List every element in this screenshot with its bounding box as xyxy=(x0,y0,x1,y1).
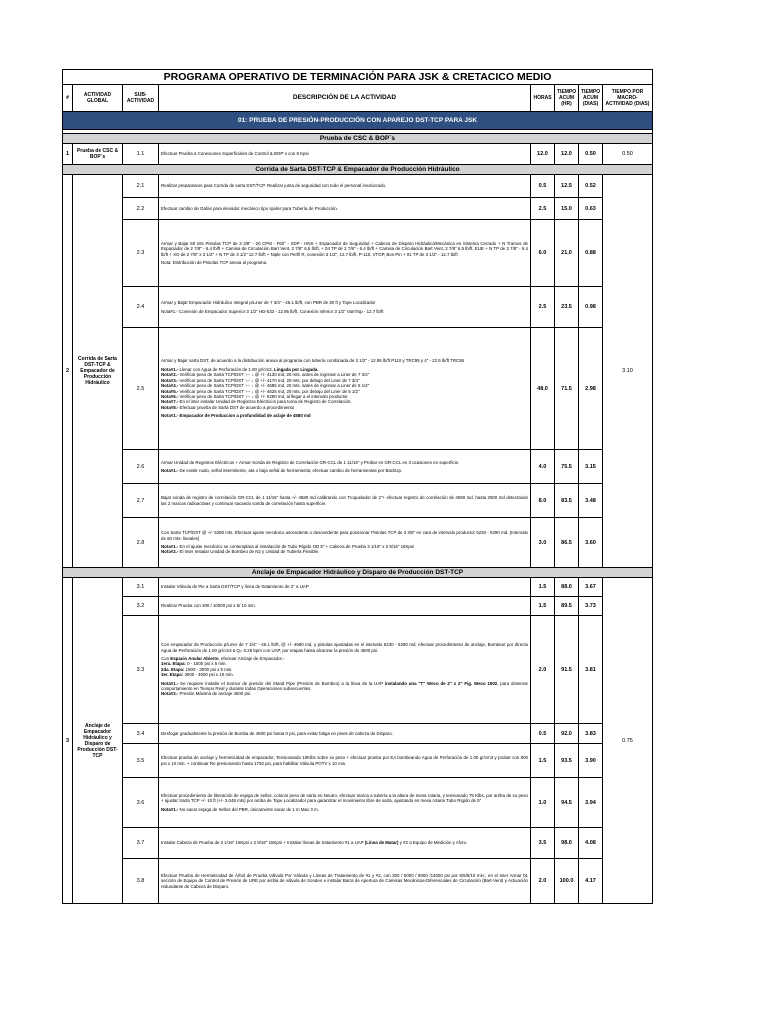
activity-subheader: Anclaje de Empacador Hidráulico y Disparo de Producción DST-TCP xyxy=(63,568,653,578)
description-text: Nota: Distribución de Pistolas TCP anexa al programa. xyxy=(161,259,268,265)
hours-value: 0.5 xyxy=(531,724,555,744)
macro-activity-time: 0.50 xyxy=(603,144,653,165)
note-label: 1era. Etapa: xyxy=(161,661,186,667)
activity-number: 2 xyxy=(63,175,73,568)
acum-hr-value: 93.5 xyxy=(555,744,579,778)
subactivity-id: 3.8 xyxy=(123,859,159,904)
activity-row xyxy=(63,198,653,220)
description-paragraph xyxy=(161,840,528,845)
note-label: Nota#2.- xyxy=(161,549,179,555)
hours-value: 1.0 xyxy=(531,778,555,828)
note-text: Verificar peso de Sarta TCP/DST ↑-- ↓ @ +/- 4625 md, 20 mts. por debajo del Liner de 5 1/2" xyxy=(178,388,360,394)
subactivity-id: 3.1 xyxy=(123,578,159,597)
description-paragraph xyxy=(161,260,528,265)
acum-hr-value: 21.0 xyxy=(555,220,579,287)
hours-value: 1.5 xyxy=(531,578,555,597)
header-activity: ACTIVIDAD GLOBAL xyxy=(73,85,123,112)
note-label: Nota#1.- xyxy=(161,366,179,372)
description-text: Armar Unidad de Registros Eléctricos + Armar Sonda de Registro de Correlación GR-CCL de 1 11/16" y Probar en GR-CCL en 3 ocasiones en superficie. xyxy=(161,459,460,465)
description-text: Efectuar prueba de anclaje y hermeticidad de empacador, Tensionando 10Klbs sobre su peso + efectuar prueba por EA bombeando Agua de Perforación de 1.00 gr/cm3 y probar con 800 psi x 10 min. + continuar Re presionando hasta 1750 psi, para habilitar Válvula POTV x 10 min. xyxy=(161,755,528,766)
acum-days-value: 3.15 xyxy=(579,450,603,484)
header-number: # xyxy=(63,85,73,112)
activity-description xyxy=(159,778,531,828)
note-label: Nota#4.- xyxy=(161,383,179,389)
description-text: Instalar Válvula de Pie a Sarta DST/TCP y línea de tratamiento de 2" a UAP xyxy=(161,584,309,590)
description-line xyxy=(161,807,528,812)
description-line xyxy=(161,691,528,696)
activity-description xyxy=(159,578,531,597)
description-paragraph xyxy=(161,468,528,473)
description-text: Efectuar cambio de Gafas para elevador mecánico tipo spider para Tubería de Producción. xyxy=(161,205,338,211)
note-label: 3er. Etapa: xyxy=(161,672,184,678)
description-text: Con empacador de Producción p/Liner de 7 3/4" - 46.1 lb/ft, @ +/- 4580 md, y pistolas ajustadas en el intervalo 5230 - 5290 md, efectuar procedimiento de anclaje, Bombear por directa Agua de Perforación de 1.00 gr/cm3 a Q= 0.25 bpm con UAP, por etapas hasta alcanzar la presión de 4500 psi. xyxy=(161,642,528,653)
note-text: Verificar peso de Sarta TCP/DST ↑-- ↓ @ +/- 4585 md, 20 mts. antes de ingresar a Liner de 5 1/2" xyxy=(178,383,370,389)
activity-description xyxy=(159,287,531,328)
acum-hr-value: 86.5 xyxy=(555,518,579,568)
note-label: Nota#2.- xyxy=(161,691,179,697)
hours-value: 2.0 xyxy=(531,616,555,724)
hours-value: 2.5 xyxy=(531,287,555,328)
activity-description xyxy=(159,484,531,518)
hours-value: 2.5 xyxy=(531,198,555,220)
header-time-acum-hr: TIEMPO ACUM (HR) xyxy=(555,85,579,112)
note-label: Nota#7.- xyxy=(161,399,179,405)
note-text: 1500 - 3000 psi x 5 min. xyxy=(184,666,233,672)
activity-row xyxy=(63,859,653,904)
activity-description xyxy=(159,518,531,568)
description-text: Realizar Prueba con 300 / 10000 psi x 5/ 10 min. xyxy=(161,603,256,609)
note-label: Nota#3.- xyxy=(161,377,179,383)
activity-row xyxy=(63,828,653,859)
acum-hr-value: 15.0 xyxy=(555,198,579,220)
activity-description xyxy=(159,859,531,904)
acum-days-value: 3.73 xyxy=(579,597,603,616)
activity-row xyxy=(63,484,653,518)
subactivity-id: 3.6 xyxy=(123,778,159,828)
acum-hr-value: 71.5 xyxy=(555,328,579,450)
description-paragraph xyxy=(161,413,528,418)
subactivity-id: 2.5 xyxy=(123,328,159,450)
description-text: Bajar sonda de registro de correlación GR-CCL de 1 11/16" hasta +/- 4580 md calibrando con Troquelador de 2"+ efectuar registro de correlación de 4590 md, hasta 2500 md detectando las 2 marcas radioactivas y continuar sacando sonda de correlación hasta superficie. xyxy=(161,495,528,506)
activity-row xyxy=(63,328,653,450)
description-line xyxy=(161,549,528,554)
acum-days-value: 3.60 xyxy=(579,518,603,568)
description-paragraph xyxy=(161,544,528,555)
hours-value: 4.0 xyxy=(531,450,555,484)
note-label: Nota#5.- xyxy=(161,388,179,394)
acum-hr-value: 83.5 xyxy=(555,484,579,518)
macro-activity-time: 0.75 xyxy=(603,578,653,904)
acum-hr-value: 94.5 xyxy=(555,778,579,828)
description-paragraph xyxy=(161,151,528,156)
activity-number: 1 xyxy=(63,144,73,165)
acum-hr-value: 23.5 xyxy=(555,287,579,328)
description-paragraph xyxy=(161,807,528,812)
acum-days-value: 3.48 xyxy=(579,484,603,518)
note-text: No sacar espiga de Sellos del PBR, únicamente sacar de 1 m Max 3 m. xyxy=(178,806,319,812)
activity-row xyxy=(63,597,653,616)
description-paragraph xyxy=(161,873,528,889)
subactivity-id: 3.3 xyxy=(123,616,159,724)
note-text: Verificar peso de Sarta TCP/DST ↑-- ↓ @ +/- 5290 md, al llegar a el intervalo productor. xyxy=(178,393,349,399)
description-line xyxy=(161,405,528,410)
note-emphasis: Lingada por Lingada. xyxy=(274,366,319,372)
note-text: Verificar peso de Sarta TCP/DST ↑-- ↓ @ +/- 4130 md, 20 mts. antes de ingresar a Liner de 7 3/4" xyxy=(178,372,370,378)
note-text: De existir ruido, señal intermitente, ata o baja señal de herramienta; efectuar cambio de herramientas por BackUp. xyxy=(178,468,403,473)
header-description: DESCRIPCIÓN DE LA ACTIVIDAD xyxy=(159,85,531,112)
description-paragraph xyxy=(161,183,528,188)
activity-description xyxy=(159,828,531,859)
activity-global-name: Prueba de CSC & BOP´s xyxy=(73,144,123,165)
description-line xyxy=(161,840,528,845)
subactivity-id: 2.4 xyxy=(123,287,159,328)
acum-days-value: 2.98 xyxy=(579,328,603,450)
activity-description xyxy=(159,724,531,744)
note-text: Se requiere instalar el Sensor de presión del Stand Pipe (Presión de Bombeo) a la línea de la UAP xyxy=(178,680,385,686)
note-emphasis: Espacio Anular Abierto xyxy=(170,655,219,661)
note-text: , para observar comportamiento en Tiempo Real y durante todas Operaciones subsecuentes. xyxy=(161,680,528,692)
hours-value: 1.5 xyxy=(531,597,555,616)
acum-days-value: 3.67 xyxy=(579,578,603,597)
acum-days-value: 4.17 xyxy=(579,859,603,904)
note-label: Nota#1.- xyxy=(161,680,179,686)
activity-description xyxy=(159,597,531,616)
acum-hr-value: 12.0 xyxy=(555,144,579,165)
activity-row xyxy=(63,287,653,328)
hours-value: 12.0 xyxy=(531,144,555,165)
note-label: Nota#1.- xyxy=(161,468,179,473)
activity-row xyxy=(63,144,653,165)
activity-row xyxy=(63,220,653,287)
hours-value: 0.5 xyxy=(531,175,555,198)
note-text: y #2 a Equipo de Medición y Aforo. xyxy=(398,840,468,846)
activity-global-name: Corrida de Sarta DST-TCP & Empacador de Producción Hidráulico xyxy=(73,175,123,568)
note-label: Nota#8.- xyxy=(161,404,179,410)
acum-days-value: 0.50 xyxy=(579,144,603,165)
activity-description xyxy=(159,144,531,165)
acum-days-value: 3.94 xyxy=(579,778,603,828)
description-line xyxy=(161,681,528,692)
acum-hr-value: 75.5 xyxy=(555,450,579,484)
note-text: Verificar peso de Sarta TCP/DST ↑-- ↓ @ +/- 4170 md, 20 mts. por debajo del Liner de 7 3/4" xyxy=(178,377,360,383)
subactivity-id: 3.2 xyxy=(123,597,159,616)
description-paragraph xyxy=(161,206,528,211)
activity-description xyxy=(159,450,531,484)
description-paragraph xyxy=(161,495,528,506)
header-hours: HORAS xyxy=(531,85,555,112)
note-text: En el inter instalar Unidad de Registros Eléctricos para toma de Registro de Correlación. xyxy=(178,399,352,405)
activity-row xyxy=(63,450,653,484)
activity-row xyxy=(63,724,653,744)
acum-days-value: 4.08 xyxy=(579,828,603,859)
program-table xyxy=(62,69,653,904)
hours-value: 3.5 xyxy=(531,828,555,859)
hours-value: 8.0 xyxy=(531,484,555,518)
subactivity-id: 2.8 xyxy=(123,518,159,568)
description-text: Con Sarta TCP/DST @ +/- 5290 mts. Efectuar ajuste mecánico ascendente o descendente para posicionar Pistolas TCP de 3 3/8" en cara de intervalo productor 5230 - 5290 md. (Intervalo de 60 mts- lineales) xyxy=(161,530,528,541)
activity-row xyxy=(63,518,653,568)
note-label: Nota#6.- xyxy=(161,393,179,399)
hours-value: 2.0 xyxy=(531,859,555,904)
subactivity-id: 2.7 xyxy=(123,484,159,518)
description-line xyxy=(161,672,528,677)
description-text: Nota#1.- Conexión de Empacador Superior 3 1/2" HD-533 - 12.95 lb/ft, Conexión Inferior 3 1/2" VamTop - 12.7 lb/ft xyxy=(161,308,384,314)
hours-value: 48.0 xyxy=(531,328,555,450)
description-text: Armar y Bajar sarta DST, de acuerdo a la distribución anexa al programa con tubería combinada de 3 1/2" - 12.95 lb/ft P110 y TRC95 y 4" - 22.5 lb/ft TRC95 xyxy=(161,358,465,364)
note-emphasis: (Línea de Matar) xyxy=(364,840,399,846)
acum-days-value: 0.98 xyxy=(579,287,603,328)
activity-description xyxy=(159,744,531,778)
note-text: Llenar con Agua de Perforación de 1.00 gr/cm3, xyxy=(178,366,275,372)
description-text: Armar y Bajar 60 mts Pistolas TCP de 3 3/8" - 20 CPM - F60° - XDP - HNS + Espaciador de Seguridad + Cabeza de Disparo Hidráulica/Mecánica en Sistema Cerrado + N Tramos de Espaciador de 2 7/8" - 6.4 lb/ft + Camisa de Circulación Bart Vent, 2 7/8" 6.5 lb/ft, + 04 TP de 2 7/8" - 6.4 lb/ft + Camisa de Circulación Bart Vent, 2 7/8" 6.5 lb/ft, EUE + N TP de 2 7/8" - 6.4 lb/ft + XO de 2 7/8" x 3 1/2" + N TP de 3 1/2" 12.7 lb/ft + Niple con Perfil R, conexión 3 1/2", 12.7 lb/ft, P-110, VTOP, Box-Pin + 01 TP de 3 1/2" - 12.7 lb/ft xyxy=(161,240,528,257)
subactivity-id: 3.7 xyxy=(123,828,159,859)
description-text: Armar y Bajar Empacador Hidráulico Integral p/Liner de 7 3/4" - 46.1 lb/ft, con PBR de 30 ft y Tope Localizador xyxy=(161,300,376,306)
subactivity-id: 3.4 xyxy=(123,724,159,744)
macro-activity-time: 3.10 xyxy=(603,175,653,568)
activity-row xyxy=(63,175,653,198)
acum-days-value: 0.88 xyxy=(579,220,603,287)
subactivity-id: 2.6 xyxy=(123,450,159,484)
acum-days-value: 0.63 xyxy=(579,198,603,220)
description-text: Efectuar Prueba a Conexiones Superficiales de Control & BOP´s con 8 Kpsi xyxy=(161,151,309,157)
subactivity-id: 3.5 xyxy=(123,744,159,778)
activity-row xyxy=(63,744,653,778)
description-paragraph xyxy=(161,367,528,410)
acum-hr-value: 12.5 xyxy=(555,175,579,198)
description-paragraph xyxy=(161,530,528,541)
header-macro-time: TIEMPO POR MACRO-ACTIVIDAD (DIAS) xyxy=(603,85,653,112)
description-paragraph xyxy=(161,300,528,305)
acum-hr-value: 88.0 xyxy=(555,578,579,597)
subactivity-id: 2.1 xyxy=(123,175,159,198)
hours-value: 3.0 xyxy=(531,518,555,568)
hours-value: 6.0 xyxy=(531,220,555,287)
activity-description xyxy=(159,616,531,724)
description-text: Desfogar gradualmente la presión de Bomba de 4500 psi hasta 0 psi, para evitar fatiga en pines de cabeza de Disparo. xyxy=(161,730,393,736)
acum-hr-value: 98.0 xyxy=(555,828,579,859)
note-text: Efectuar prueba de Sarta DST de acuerdo a procedimiento xyxy=(178,404,295,410)
header-subactivity: SUB-ACTIVIDAD xyxy=(123,85,159,112)
description-paragraph xyxy=(161,642,528,653)
description-paragraph xyxy=(161,309,528,314)
activity-number: 3 xyxy=(63,578,73,904)
subactivity-id: 1.1 xyxy=(123,144,159,165)
document-title: PROGRAMA OPERATIVO DE TERMINACIÓN PARA JSK & CRETACICO MEDIO xyxy=(63,70,653,85)
acum-hr-value: 91.5 xyxy=(555,616,579,724)
acum-hr-value: 92.0 xyxy=(555,724,579,744)
description-paragraph xyxy=(161,584,528,589)
note-emphasis: instalando una "T" Weco de 2" x 2" Fig. Weco 1502 xyxy=(384,680,498,686)
note-text: Con xyxy=(161,655,171,661)
acum-hr-value: 89.5 xyxy=(555,597,579,616)
subactivity-id: 2.2 xyxy=(123,198,159,220)
activity-global-name: Anclaje de Empacador Hidráulico y Disparo de Producción DST-TCP xyxy=(73,578,123,904)
note-text: , efectuar Anclaje de Empacador.- xyxy=(218,655,285,661)
activity-description xyxy=(159,198,531,220)
activity-row xyxy=(63,778,653,828)
subactivity-id: 2.3 xyxy=(123,220,159,287)
description-paragraph xyxy=(161,358,528,363)
note-text: En el ajuste mecánico se contemplara al instalación de Tubo Rígido OD 5" + Cabeza de Prueba 3 1/16" x 2 9/16" 15Kpsi xyxy=(178,544,415,549)
activity-description xyxy=(159,328,531,450)
note-label: Nota#1.- xyxy=(161,806,179,812)
hours-value: 1.5 xyxy=(531,744,555,778)
note-text: Presión Máxima de anclaje 4500 psi. xyxy=(178,691,252,697)
note-label: Nota#2.- xyxy=(161,372,179,378)
note-emphasis: Nota#1.- Empacador de Produccion a profundidad de aclaje de 4580 md xyxy=(161,413,311,419)
description-paragraph xyxy=(161,460,528,465)
activity-row xyxy=(63,578,653,597)
acum-days-value: 0.52 xyxy=(579,175,603,198)
description-text: Efectuar Prueba de Hermeticidad de Árbol de Prueba Válvula Por Válvula y Líneas de Tratamiento de #1 y #2, con 300 / 5000 / 8000 /14000 psi por 5/5/5/10 min.; en el Inter Armar 01 sección de Equipo de Control de Presión de URE por arriba de válvula de Sondeo e instalar Barra de Apertura de Camisas Mecánicas-Diferenciales de Circulación (Bart-Vent) y Activación redundante de Cabeza de Disparo. xyxy=(161,872,528,889)
activity-description xyxy=(159,220,531,287)
description-text: Realizar preparativos para Corrida de sarta DST/TCP. Realizar junta de seguridad con todo el personal involucrado. xyxy=(161,183,387,189)
acum-days-value: 3.83 xyxy=(579,724,603,744)
description-paragraph xyxy=(161,681,528,697)
activity-row xyxy=(63,616,653,724)
description-paragraph xyxy=(161,793,528,804)
description-line xyxy=(161,468,528,473)
note-text: El Inter Instalar Unidad de Bombeo de N2 y Unidad de Tubería Flexible. xyxy=(178,549,320,555)
note-text: Instalar Cabeza de Prueba de 3 1/16" 15Kpsi x 2 9/16" 15Kpsi + Instalar líneas de tratamiento #1 a UAP xyxy=(161,840,365,846)
note-text: 0 - 1500 psi x 5 min. xyxy=(185,661,227,667)
activity-subheader: Corrida de Sarta DST-TCP & Empacador de Producción Hidráulico xyxy=(63,165,653,175)
note-text: 3000 - 4500 psi x 10 min. xyxy=(183,672,234,678)
activity-subheader: Prueba de CSC & BOP´s xyxy=(63,134,653,144)
description-text: Efectuar procedimiento de liberación de espiga de sellos, colocar peso de sarta en Neutro, efectuar marca a tubería a la altura de mesa rotaria, y tensionado 75 Klbs, por arriba de su peso + ajustar Sarta TCP +/- 10 ft (+/- 3.048 mts) por arriba de Tope Localizador para garantizar el movimiento libre de sarta, ajustando en mesa rotaria Tubo Rígido de 5" xyxy=(161,792,528,804)
header-time-acum-days: TIEMPO ACUM (DIAS) xyxy=(579,85,603,112)
description-paragraph xyxy=(161,603,528,608)
note-label: 2da. Etapa: xyxy=(161,666,185,672)
description-paragraph xyxy=(161,731,528,736)
description-paragraph xyxy=(161,656,528,678)
description-paragraph xyxy=(161,755,528,766)
description-paragraph xyxy=(161,241,528,257)
acum-hr-value: 100.0 xyxy=(555,859,579,904)
note-label: Nota#1.- xyxy=(161,544,179,549)
acum-days-value: 3.90 xyxy=(579,744,603,778)
acum-days-value: 3.81 xyxy=(579,616,603,724)
section-title-bar: 01: PRUEBA DE PRESIÓN-PRODUCCIÓN CON APAREJO DST-TCP PARA JSK xyxy=(63,112,653,130)
activity-description xyxy=(159,175,531,198)
